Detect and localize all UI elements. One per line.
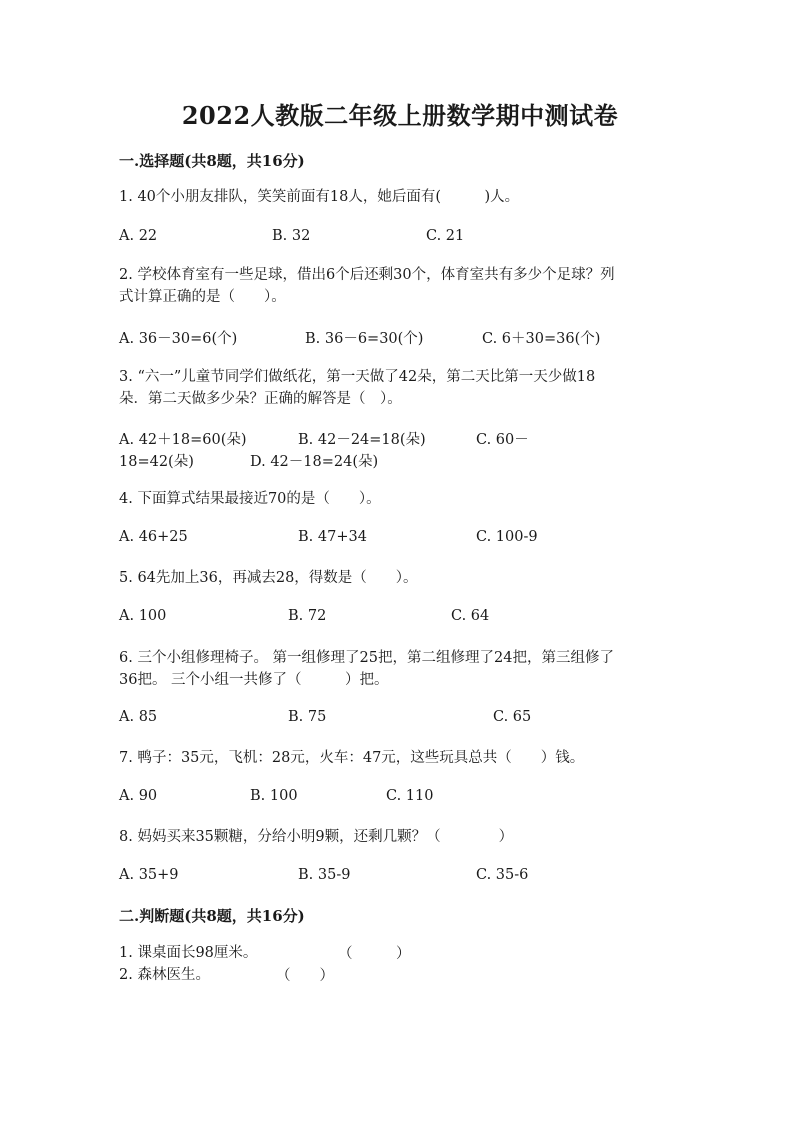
question-6-text-line-2: 36把。 三个小组一共修了（ ）把。 (119, 672, 389, 688)
question-8-option-b: B. 35-9 (298, 867, 351, 883)
section-heading-choice: 一.选择题(共8题，共16分) (119, 152, 305, 170)
judge-question-1-text: 1. 课桌面长98厘米。 (119, 945, 258, 961)
question-1-option-c: C. 21 (426, 228, 465, 244)
question-1-option-b: B. 32 (272, 228, 311, 244)
question-3-text-line-2: 朵．第二天做多少朵？正确的解答是（ ）。 (119, 391, 402, 407)
judge-question-2-answer-blank: （ ） (276, 968, 334, 984)
question-7-option-c: C. 110 (386, 788, 434, 804)
question-4-text: 4. 下面算式结果最接近70的是（ ）。 (119, 491, 381, 507)
question-5-text: 5. 64先加上36，再减去28，得数是（ ）。 (119, 570, 418, 586)
question-1-option-a: A. 22 (119, 228, 158, 244)
question-5-option-b: B. 72 (288, 608, 327, 624)
question-7-option-b: B. 100 (250, 788, 298, 804)
question-8-option-a: A. 35+9 (119, 867, 179, 883)
question-5-option-c: C. 64 (451, 608, 490, 624)
question-8-option-c: C. 35-6 (476, 867, 529, 883)
question-8-text: 8. 妈妈买来35颗糖，分给小明9颗，还剩几颗？（ ） (119, 829, 514, 845)
question-2-text-line-2: 式计算正确的是（ ）。 (119, 289, 286, 305)
question-5-option-a: A. 100 (119, 608, 167, 624)
question-4-option-a: A. 46+25 (119, 529, 188, 545)
question-3-text-line-1: 3. “六一”儿童节同学们做纸花，第一天做了42朵，第二天比第一天少做18 (119, 369, 596, 385)
section-heading-judge: 二.判断题(共8题，共16分) (119, 907, 305, 925)
question-2-option-b: B. 36－6=30(个) (305, 331, 424, 347)
question-7-option-a: A. 90 (119, 788, 158, 804)
question-6-text-line-1: 6. 三个小组修理椅子。 第一组修理了25把，第二组修理了24把，第三组修了 (119, 650, 614, 666)
question-4-option-c: C. 100-9 (476, 529, 538, 545)
judge-question-1-answer-blank: （ ） (338, 946, 411, 962)
question-6-option-b: B. 75 (288, 709, 327, 725)
judge-question-2-text: 2. 森林医生。 (119, 967, 210, 983)
question-3-option-c: C. 60－ (476, 432, 529, 448)
question-2-text-line-1: 2. 学校体育室有一些足球，借出6个后还剩30个，体育室共有多少个足球？列 (119, 267, 615, 283)
question-3-option-b: B. 42－24=18(朵) (298, 432, 426, 448)
question-4-option-b: B. 47+34 (298, 529, 367, 545)
question-6-option-a: A. 85 (119, 709, 158, 725)
question-3-option-c-cont: 18=42(朵) (119, 454, 194, 470)
question-3-option-a: A. 42＋18=60(朵) (119, 432, 247, 448)
question-2-option-a: A. 36－30=6(个) (119, 331, 238, 347)
page-title: 2022人教版二年级上册数学期中测试卷 (181, 101, 619, 130)
question-7-text: 7. 鸭子：35元，飞机：28元，火车：47元，这些玩具总共（ ）钱。 (119, 750, 585, 766)
question-3-option-d: D. 42－18=24(朵) (250, 454, 379, 470)
question-6-option-c: C. 65 (493, 709, 532, 725)
question-2-option-c: C. 6＋30=36(个) (482, 331, 601, 347)
question-1-text: 1. 40个小朋友排队，笑笑前面有18人，她后面有( )人。 (119, 189, 520, 205)
